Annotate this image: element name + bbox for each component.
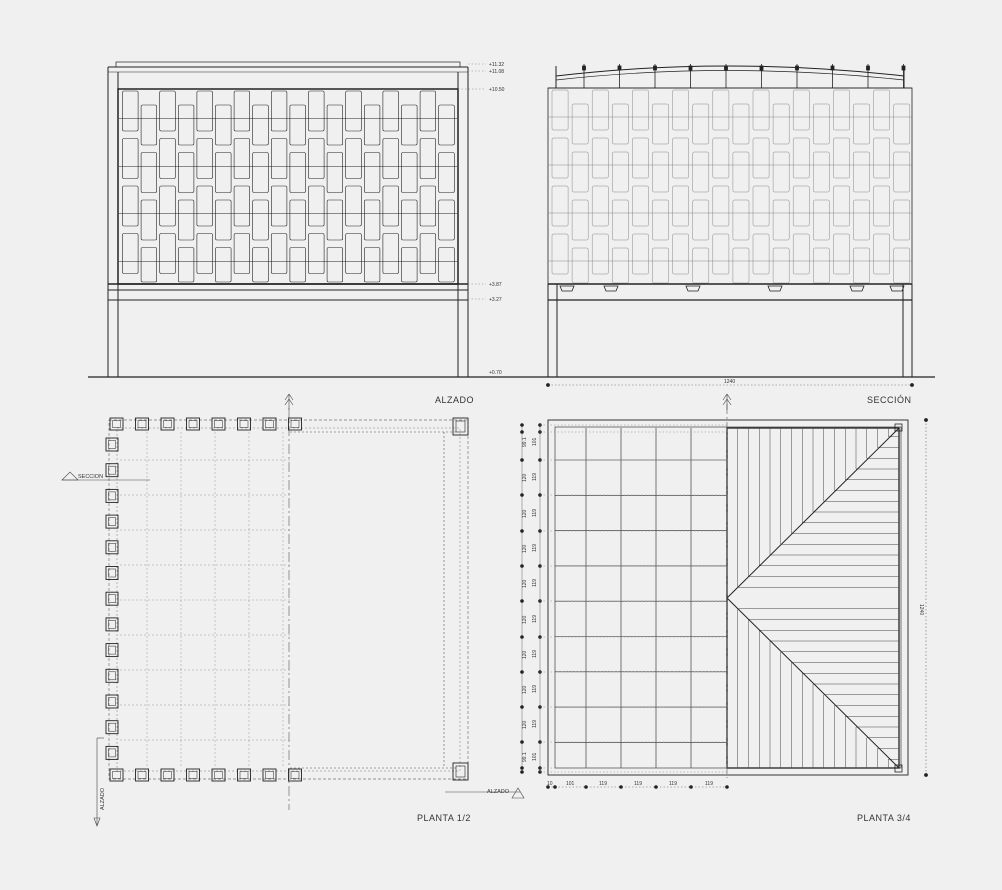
section-drawing xyxy=(547,64,914,386)
plan-3-4-drawing xyxy=(521,394,928,788)
dimension-label-outer: 120 xyxy=(522,579,528,588)
dimension-label-outer: 120 xyxy=(522,650,528,659)
dimension-label-inner: 119 xyxy=(532,685,538,693)
plan-3-4-left-dimension-labels xyxy=(522,437,538,762)
level-label-10-50: +10.50 xyxy=(489,87,505,93)
elevation-cut-marker-label: ALZADO xyxy=(487,789,510,795)
dimension-label-bottom: 119 xyxy=(705,781,713,787)
dimension-label-outer: 99.1 xyxy=(522,437,528,447)
dimension-label-outer: 120 xyxy=(522,720,528,729)
dimension-label-inner: 119 xyxy=(532,650,538,658)
dimension-label-inner: 101 xyxy=(532,752,538,761)
dimension-label-bottom: 119 xyxy=(634,781,642,787)
dimension-label-inner: 119 xyxy=(532,544,538,552)
dimension-label-outer: 120 xyxy=(522,615,528,624)
dimension-label-outer: 120 xyxy=(522,685,528,694)
level-label-11-08: +11.08 xyxy=(489,69,505,75)
plan-1-2-drawing xyxy=(62,394,524,826)
plan-3-4-title: PLANTA 3/4 xyxy=(857,813,911,823)
plan-3-4-bottom-dimension-labels xyxy=(547,781,713,787)
level-label-3-87: +3.87 xyxy=(489,282,502,288)
dimension-label-outer: 99.1 xyxy=(522,752,528,762)
dimension-label-bottom: 119 xyxy=(599,781,607,787)
dimension-label-bottom: 119 xyxy=(669,781,677,787)
elevation-cut-marker-left-label: ALZADO xyxy=(100,787,106,810)
plan-1-2-title: PLANTA 1/2 xyxy=(417,813,471,823)
dimension-label-outer: 120 xyxy=(522,509,528,518)
level-leaders xyxy=(458,64,486,299)
dimension-label-bottom: 101 xyxy=(566,781,575,787)
dimension-label-inner: 119 xyxy=(532,720,538,728)
section-title: SECCIÓN xyxy=(867,395,912,405)
dimension-label-inner: 101 xyxy=(532,437,538,446)
dimension-label-inner: 119 xyxy=(532,615,538,623)
dimension-label-outer: 120 xyxy=(522,544,528,553)
plan-height-dimension: 1240 xyxy=(918,604,924,616)
dimension-label-bottom: 10 xyxy=(547,781,553,787)
dimension-label-outer: 120 xyxy=(522,473,528,482)
dimension-label-inner: 119 xyxy=(532,509,538,517)
level-label-3-27: +3.27 xyxy=(489,297,502,303)
dimension-label-inner: 119 xyxy=(532,473,538,481)
level-label-0-70: +0.70 xyxy=(489,370,502,376)
section-cut-marker-label: SECCION xyxy=(78,474,104,480)
dimension-label-inner: 119 xyxy=(532,579,538,587)
elevation-title: ALZADO xyxy=(435,395,475,405)
section-width-dimension: 1240 xyxy=(724,379,736,385)
elevation-drawing xyxy=(108,62,468,377)
level-label-11-32: +11.32 xyxy=(489,62,505,68)
